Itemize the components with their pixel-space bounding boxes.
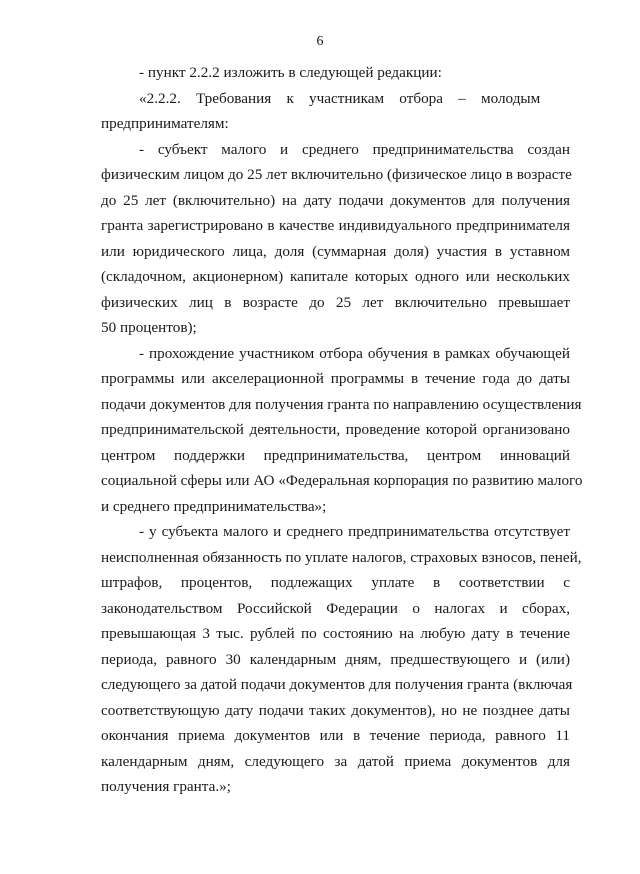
text-line: подачи документов для получения гранта по направлению осуществления: [101, 395, 582, 413]
text-line: или юридического лица, доля (суммарная доля) участия в уставном: [101, 242, 570, 260]
text-line: - прохождение участником отбора обучения в рамках обучающей: [139, 344, 570, 362]
text-line: - пункт 2.2.2 изложить в следующей редакции:: [139, 64, 442, 81]
text-line: предпринимателям:: [101, 115, 229, 132]
text-line: - субъект малого и среднего предпринимательства создан: [139, 140, 570, 158]
text-line: физическим лицом до 25 лет включительно (физическое лицо в возрасте: [101, 166, 572, 183]
text-line: физических лиц в возрасте до 25 лет включительно превышает: [101, 293, 570, 311]
text-line: предпринимательской деятельности, проведение которой организовано: [101, 421, 570, 438]
text-line: штрафов, процентов, подлежащих уплате в соответствии с: [101, 574, 570, 591]
text-line: получения гранта.»;: [101, 778, 231, 795]
text-line: следующего за датой подачи документов для получения гранта (включая: [101, 676, 573, 693]
text-line: 50 процентов);: [101, 319, 197, 336]
text-line: социальной сферы или АО «Федеральная корпорация по развитию малого: [101, 472, 583, 489]
text-line: окончания приема документов или в течение периода, равного 11: [101, 727, 570, 744]
text-line: законодательством Российской Федерации о налогах и сборах,: [101, 599, 570, 617]
text-line: периода, равного 30 календарным дням, предшествующего и (или): [101, 650, 570, 668]
text-line: календарным дням, следующего за датой приема документов для: [101, 752, 570, 770]
text-line: гранта зарегистрировано в качестве индивидуального предпринимателя: [101, 217, 570, 234]
text-line: неисполненная обязанность по уплате налогов, страховых взносов, пеней,: [101, 548, 582, 566]
text-line: - у субъекта малого и среднего предпринимательства отсутствует: [139, 523, 570, 540]
text-line: соответствующую дату подачи таких документов), но не позднее даты: [101, 701, 570, 719]
text-line: и среднего предпринимательства»;: [101, 497, 327, 515]
page-number: 6: [316, 34, 324, 49]
text-line: до 25 лет (включительно) на дату подачи документов для получения: [101, 191, 570, 209]
text-line: центром поддержки предпринимательства, центром инноваций: [101, 446, 570, 464]
text-line: программы или акселерационной программы в течение года до даты: [101, 370, 570, 387]
text-line: «2.2.2. Требования к участникам отбора – молодым: [139, 89, 541, 107]
text-line: (складочном, акционерном) капитале которых одного или нескольких: [101, 268, 570, 285]
text-line: превышающая 3 тыс. рублей по состоянию на любую дату в течение: [101, 625, 570, 642]
